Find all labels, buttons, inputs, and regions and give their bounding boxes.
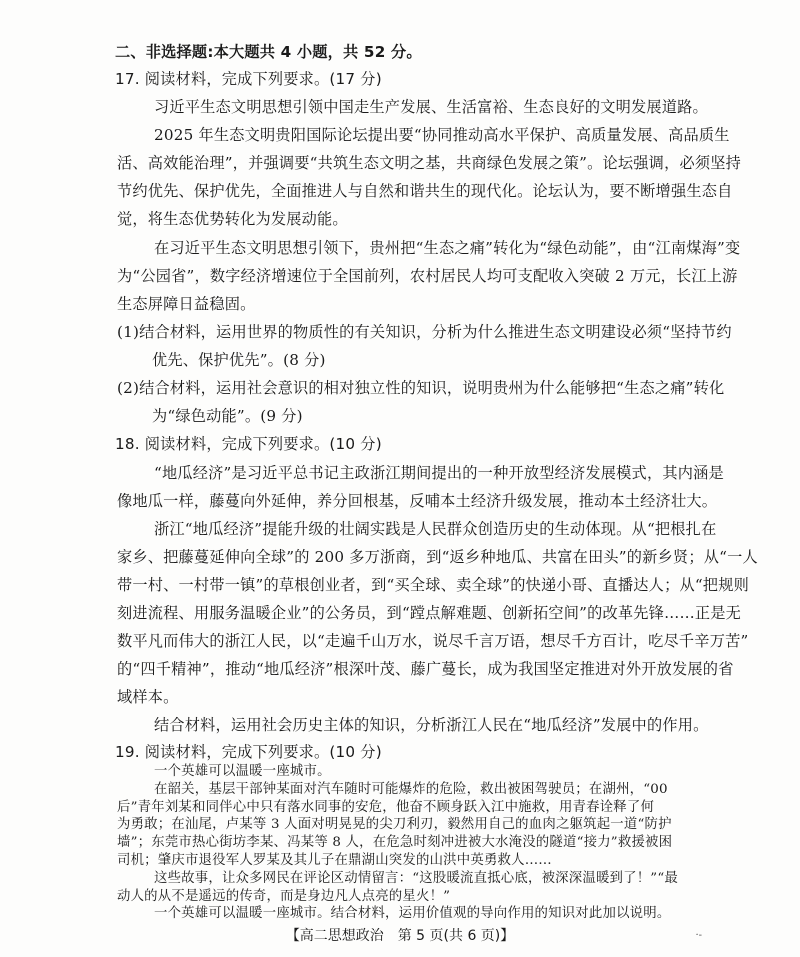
q18-line-7: 数平凡而伟大的浙江人民，以“走遍千山万水，说尽千言万语，想尽千方百计，吃尽千辛万苦” — [117, 632, 749, 650]
q17-line-3: 活、高效能治理”，并强调要“共筑生态文明之基，共商绿色发展之策”。论坛强调，必须坚持 — [117, 154, 742, 172]
q17-line-6: 在习近平生态文明思想引领下，贵州把“生态之痛”转化为“绿色动能”，由“江南煤海”变 — [154, 239, 741, 257]
q17-line-8: 生态屏障日益稳固。 — [117, 295, 256, 313]
q18-line-1: “地瓜经济”是习近平总书记主政浙江期间提出的一种开放型经济发展模式，其内涵是 — [154, 464, 724, 482]
q17-title: 17. 阅读材料，完成下列要求。(17 分) — [115, 70, 382, 88]
q17-line-1: 习近平生态文明思想引领中国走生产发展、生活富裕、生态良好的文明发展道路。 — [154, 98, 708, 116]
q18-line-6: 刻进流程、用服务温暖企业”的公务员，到“蹚点解难题、创新拓空间”的改革先锋……正是无 — [117, 604, 742, 622]
q19-line-6: 司机；肇庆市退役军人罗某及其儿子在鼎湖山突发的山洪中英勇救人…… — [117, 853, 552, 868]
q19-line-1: 一个英雄可以温暖一座城市。 — [154, 764, 331, 779]
q18-line-4: 家乡、把藤蔓延伸向全球”的 200 多万浙商，到“返乡种地瓜、共富在田头”的新乡贤；从“一人 — [117, 548, 758, 566]
q19-line-2: 在韶关，基层干部钟某面对汽车随时可能爆炸的危险，救出被困驾驶员；在湖州，“00 — [154, 781, 668, 797]
q19-line-8: 动人的从不是遥远的传奇，而是身边凡人点亮的星火！” — [117, 888, 451, 904]
page-footer: 【高二思想政治 第 5 页(共 6 页)】 — [285, 928, 515, 944]
q17-line-2: 2025 年生态文明贵阳国际论坛提出要“协同推动高水平保护、高质量发展、高品质生 — [154, 126, 730, 144]
q18-question: 结合材料，运用社会历史主体的知识，分析浙江人民在“地瓜经济”发展中的作用。 — [154, 716, 709, 734]
q17-line-5: 觉，将生态优势转化为发展动能。 — [117, 210, 348, 228]
q19-question: 一个英雄可以温暖一座城市。结合材料，运用价值观的导向作用的知识对此加以说明。 — [154, 906, 671, 922]
q19-line-4: 为勇敢；在汕尾，卢某等 3 人面对明晃晃的尖刀利刃，毅然用自己的血肉之躯筑起一道“防护 — [117, 817, 672, 833]
q17-sub2-line-1: (2)结合材料，运用社会意识的相对独立性的知识，说明贵州为什么能够把“生态之痛”转化 — [117, 379, 725, 397]
q18-line-3: 浙江“地瓜经济”提能升级的壮阔实践是人民群众创造历史的生动体现。从“把根扎在 — [154, 520, 717, 538]
q18-title: 18. 阅读材料，完成下列要求。(10 分) — [115, 435, 382, 453]
corner-mark: ·- — [695, 930, 702, 941]
q17-line-4: 节约优先、保护优先，全面推进人与自然和谐共生的现代化。论坛认为，要不断增强生态自 — [117, 182, 733, 200]
q18-line-2: 像地瓜一样，藤蔓向外延伸，养分回根基，反哺本土经济升级发展，推动本土经济壮大。 — [117, 492, 718, 510]
q18-line-8: 的“四千精神”，推动“地瓜经济”根深叶茂、藤广蔓长，成为我国坚定推进对外开放发展的省 — [117, 660, 734, 678]
q17-sub1-line-1: (1)结合材料，运用世界的物质性的有关知识，分析为什么推进生态文明建设必须“坚持节约 — [117, 323, 732, 341]
q19-line-5: 墙”；东莞市热心街坊李某、冯某等 8 人，在危急时刻冲进被大水淹没的隧道“接力”救援被困 — [117, 835, 673, 851]
section-heading: 二、非选择题:本大题共 4 小题，共 52 分。 — [115, 43, 422, 61]
q17-sub1-line-2: 优先、保护优先”。(8 分) — [152, 351, 326, 369]
q19-line-7: 这些故事，让众多网民在评论区动情留言：“这股暖流直抵心底，被深深温暖到了！”“最 — [154, 870, 678, 886]
q18-line-9: 域样本。 — [117, 688, 179, 706]
q17-sub2-line-2: 为“绿色动能”。(9 分) — [152, 407, 303, 425]
q19-title: 19. 阅读材料，完成下列要求。(10 分) — [115, 743, 382, 761]
q18-line-5: 带一村、一村带一镇”的草根创业者，到“买全球、卖全球”的快递小哥、直播达人；从“把规则 — [117, 576, 749, 594]
q17-line-7: 为“公园省”，数字经济增速位于全国前列，农村居民人均可支配收入突破 2 万元，长江上游 — [117, 267, 738, 285]
q19-line-3: 后”青年刘某和同伴心中只有落水同事的安危，他奋不顾身跃入江中施救，用青春诠释了何 — [117, 799, 655, 815]
